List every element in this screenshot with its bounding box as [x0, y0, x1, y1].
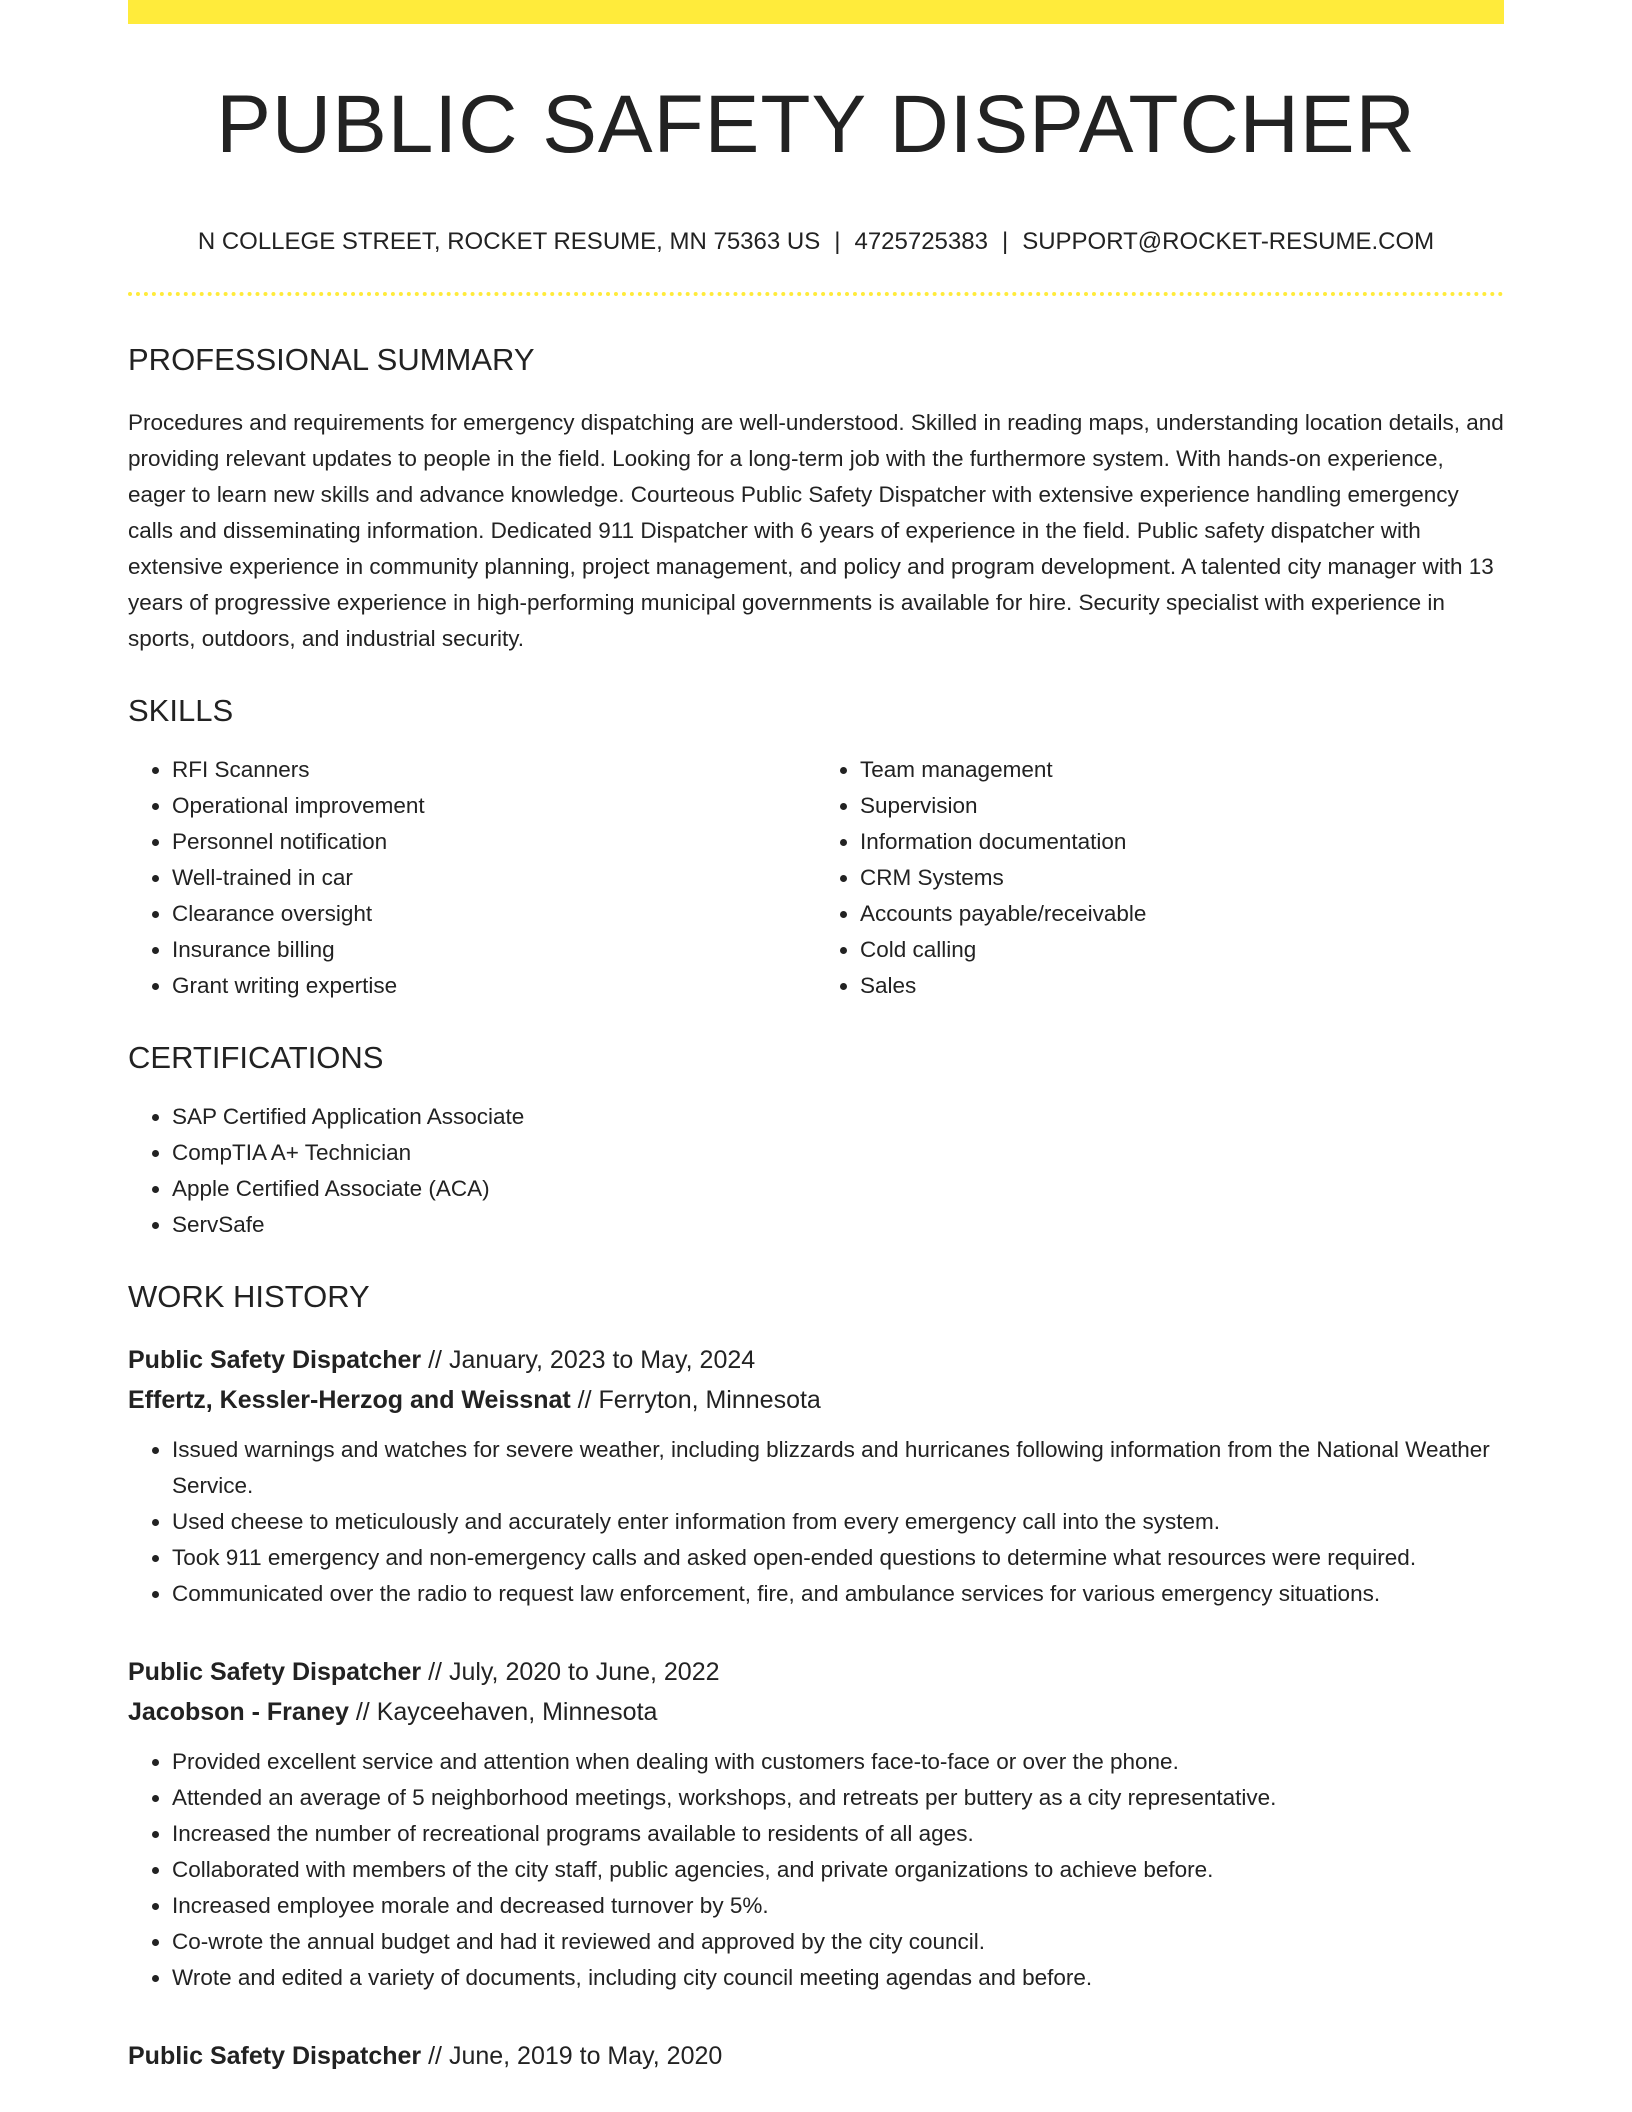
skill-item: • Accounts payable/receivable — [860, 896, 1504, 932]
work-history-heading: WORK HISTORY — [128, 1279, 370, 1314]
job-bullet: • Issued warnings and watches for severe weather, including blizzards and hurricanes following information from the National Weather Service. — [172, 1432, 1504, 1504]
skills-list-right — [816, 752, 1504, 1004]
job-company-line — [128, 1380, 1504, 1420]
skills-heading: SKILLS — [128, 693, 234, 728]
contact-separator: | — [834, 228, 841, 255]
summary-text: Procedures and requirements for emergency dispatching are well-understood. Skilled in reading maps, understanding location details, and providing relevant updates to people in the field. Looking for a long-term job with the furthermore system. With hands-on experience, eager to learn new skills and advance knowledge. Courteous Public Safety Dispatcher with extensive experience handling emergency calls and disseminating information. Dedicated 911 Dispatcher with 6 years of experience in the field. Public safety dispatcher with extensive experience in community planning, project management, and policy and program development. A talented city manager with 13 years of progressive experience in high-performing municipal governments is available for hire. Security specialist with experience in sports, outdoors, and industrial security. — [128, 410, 1504, 651]
job-title-line — [128, 2036, 1504, 2076]
job-separator: // — [421, 1658, 449, 1686]
skill-item: • Insurance billing — [172, 932, 816, 968]
contact-line — [128, 230, 1504, 254]
skill-item: • CRM Systems — [860, 860, 1504, 896]
skill-item: • Sales — [860, 968, 1504, 1004]
job-location: Kayceehaven, Minnesota — [376, 1698, 658, 1726]
job-entry — [128, 1340, 1504, 1612]
job-company: Effertz, Kessler-Herzog and Weissnat — [128, 1386, 571, 1414]
job-entry — [128, 2036, 1504, 2076]
summary-heading: PROFESSIONAL SUMMARY — [128, 342, 535, 377]
job-bullets — [128, 1432, 1504, 1612]
contact-separator: | — [1001, 228, 1009, 255]
job-bullet: • Attended an average of 5 neighborhood meetings, workshops, and retreats per buttery as a city representative. — [172, 1780, 1504, 1816]
contact-address: N COLLEGE STREET, ROCKET RESUME, MN 75363 US — [197, 228, 821, 255]
skill-item: • Information documentation — [860, 824, 1504, 860]
job-bullet: • Wrote and edited a variety of documents, including city council meeting agendas and before. — [172, 1960, 1504, 1996]
certifications-heading: CERTIFICATIONS — [128, 1040, 384, 1075]
job-dates: January, 2023 to May, 2024 — [448, 1346, 756, 1374]
certifications-list — [128, 1099, 1504, 1243]
job-company-line — [128, 1692, 1504, 1732]
skill-item: • Personnel notification — [172, 824, 816, 860]
job-bullet: • Provided excellent service and attention when dealing with customers face-to-face or over the phone. — [172, 1744, 1504, 1780]
certification-item: • SAP Certified Application Associate — [172, 1099, 1504, 1135]
skill-item: • RFI Scanners — [172, 752, 816, 788]
skill-item: • Cold calling — [860, 932, 1504, 968]
certification-item: • Apple Certified Associate (ACA) — [172, 1171, 1504, 1207]
job-bullet: • Increased employee morale and decreased turnover by 5%. — [172, 1888, 1504, 1924]
contact-phone[interactable]: 4725725383 — [854, 228, 988, 255]
skills-list-left — [128, 752, 816, 1004]
certification-item: • CompTIA A+ Technician — [172, 1135, 1504, 1171]
job-bullet: • Communicated over the radio to request law enforcement, fire, and ambulance services for various emergency situations. — [172, 1576, 1504, 1612]
job-bullets — [128, 1744, 1504, 1996]
skill-item: • Supervision — [860, 788, 1504, 824]
certification-item: • ServSafe — [172, 1207, 1504, 1243]
accent-top-bar — [128, 0, 1504, 24]
job-role: Public Safety Dispatcher — [128, 1658, 422, 1686]
skills-columns — [128, 752, 1504, 1004]
job-bullet: • Collaborated with members of the city staff, public agencies, and private organizations to achieve before. — [172, 1852, 1504, 1888]
job-role: Public Safety Dispatcher — [128, 1346, 422, 1374]
resume-page — [128, 0, 1504, 2076]
job-company: Jacobson - Franey — [128, 1698, 349, 1726]
resume-name: PUBLIC SAFETY DISPATCHER — [216, 79, 1416, 170]
skill-item: • Team management — [860, 752, 1504, 788]
job-separator: // — [421, 2042, 449, 2070]
job-separator: // — [348, 1698, 377, 1726]
job-role: Public Safety Dispatcher — [128, 2042, 422, 2070]
skill-item: • Grant writing expertise — [172, 968, 816, 1004]
job-bullet: • Increased the number of recreational programs available to residents of all ages. — [172, 1816, 1504, 1852]
job-dates: June, 2019 to May, 2020 — [448, 2042, 723, 2070]
skill-item: • Clearance oversight — [172, 896, 816, 932]
job-separator: // — [570, 1386, 599, 1414]
job-separator: // — [421, 1346, 449, 1374]
job-title-line — [128, 1340, 1504, 1380]
contact-email[interactable]: SUPPORT@ROCKET-RESUME.COM — [1022, 228, 1435, 255]
job-bullet: • Co-wrote the annual budget and had it reviewed and approved by the city council. — [172, 1924, 1504, 1960]
job-bullet: • Used cheese to meticulously and accurately enter information from every emergency call into the system. — [172, 1504, 1504, 1540]
job-entry — [128, 1652, 1504, 1996]
job-title-line — [128, 1652, 1504, 1692]
job-dates: July, 2020 to June, 2022 — [448, 1658, 720, 1686]
skill-item: • Well-trained in car — [172, 860, 816, 896]
skill-item: • Operational improvement — [172, 788, 816, 824]
dotted-divider — [128, 292, 1504, 296]
job-bullet: • Took 911 emergency and non-emergency calls and asked open-ended questions to determine what resources were required. — [172, 1540, 1504, 1576]
job-location: Ferryton, Minnesota — [598, 1386, 821, 1414]
